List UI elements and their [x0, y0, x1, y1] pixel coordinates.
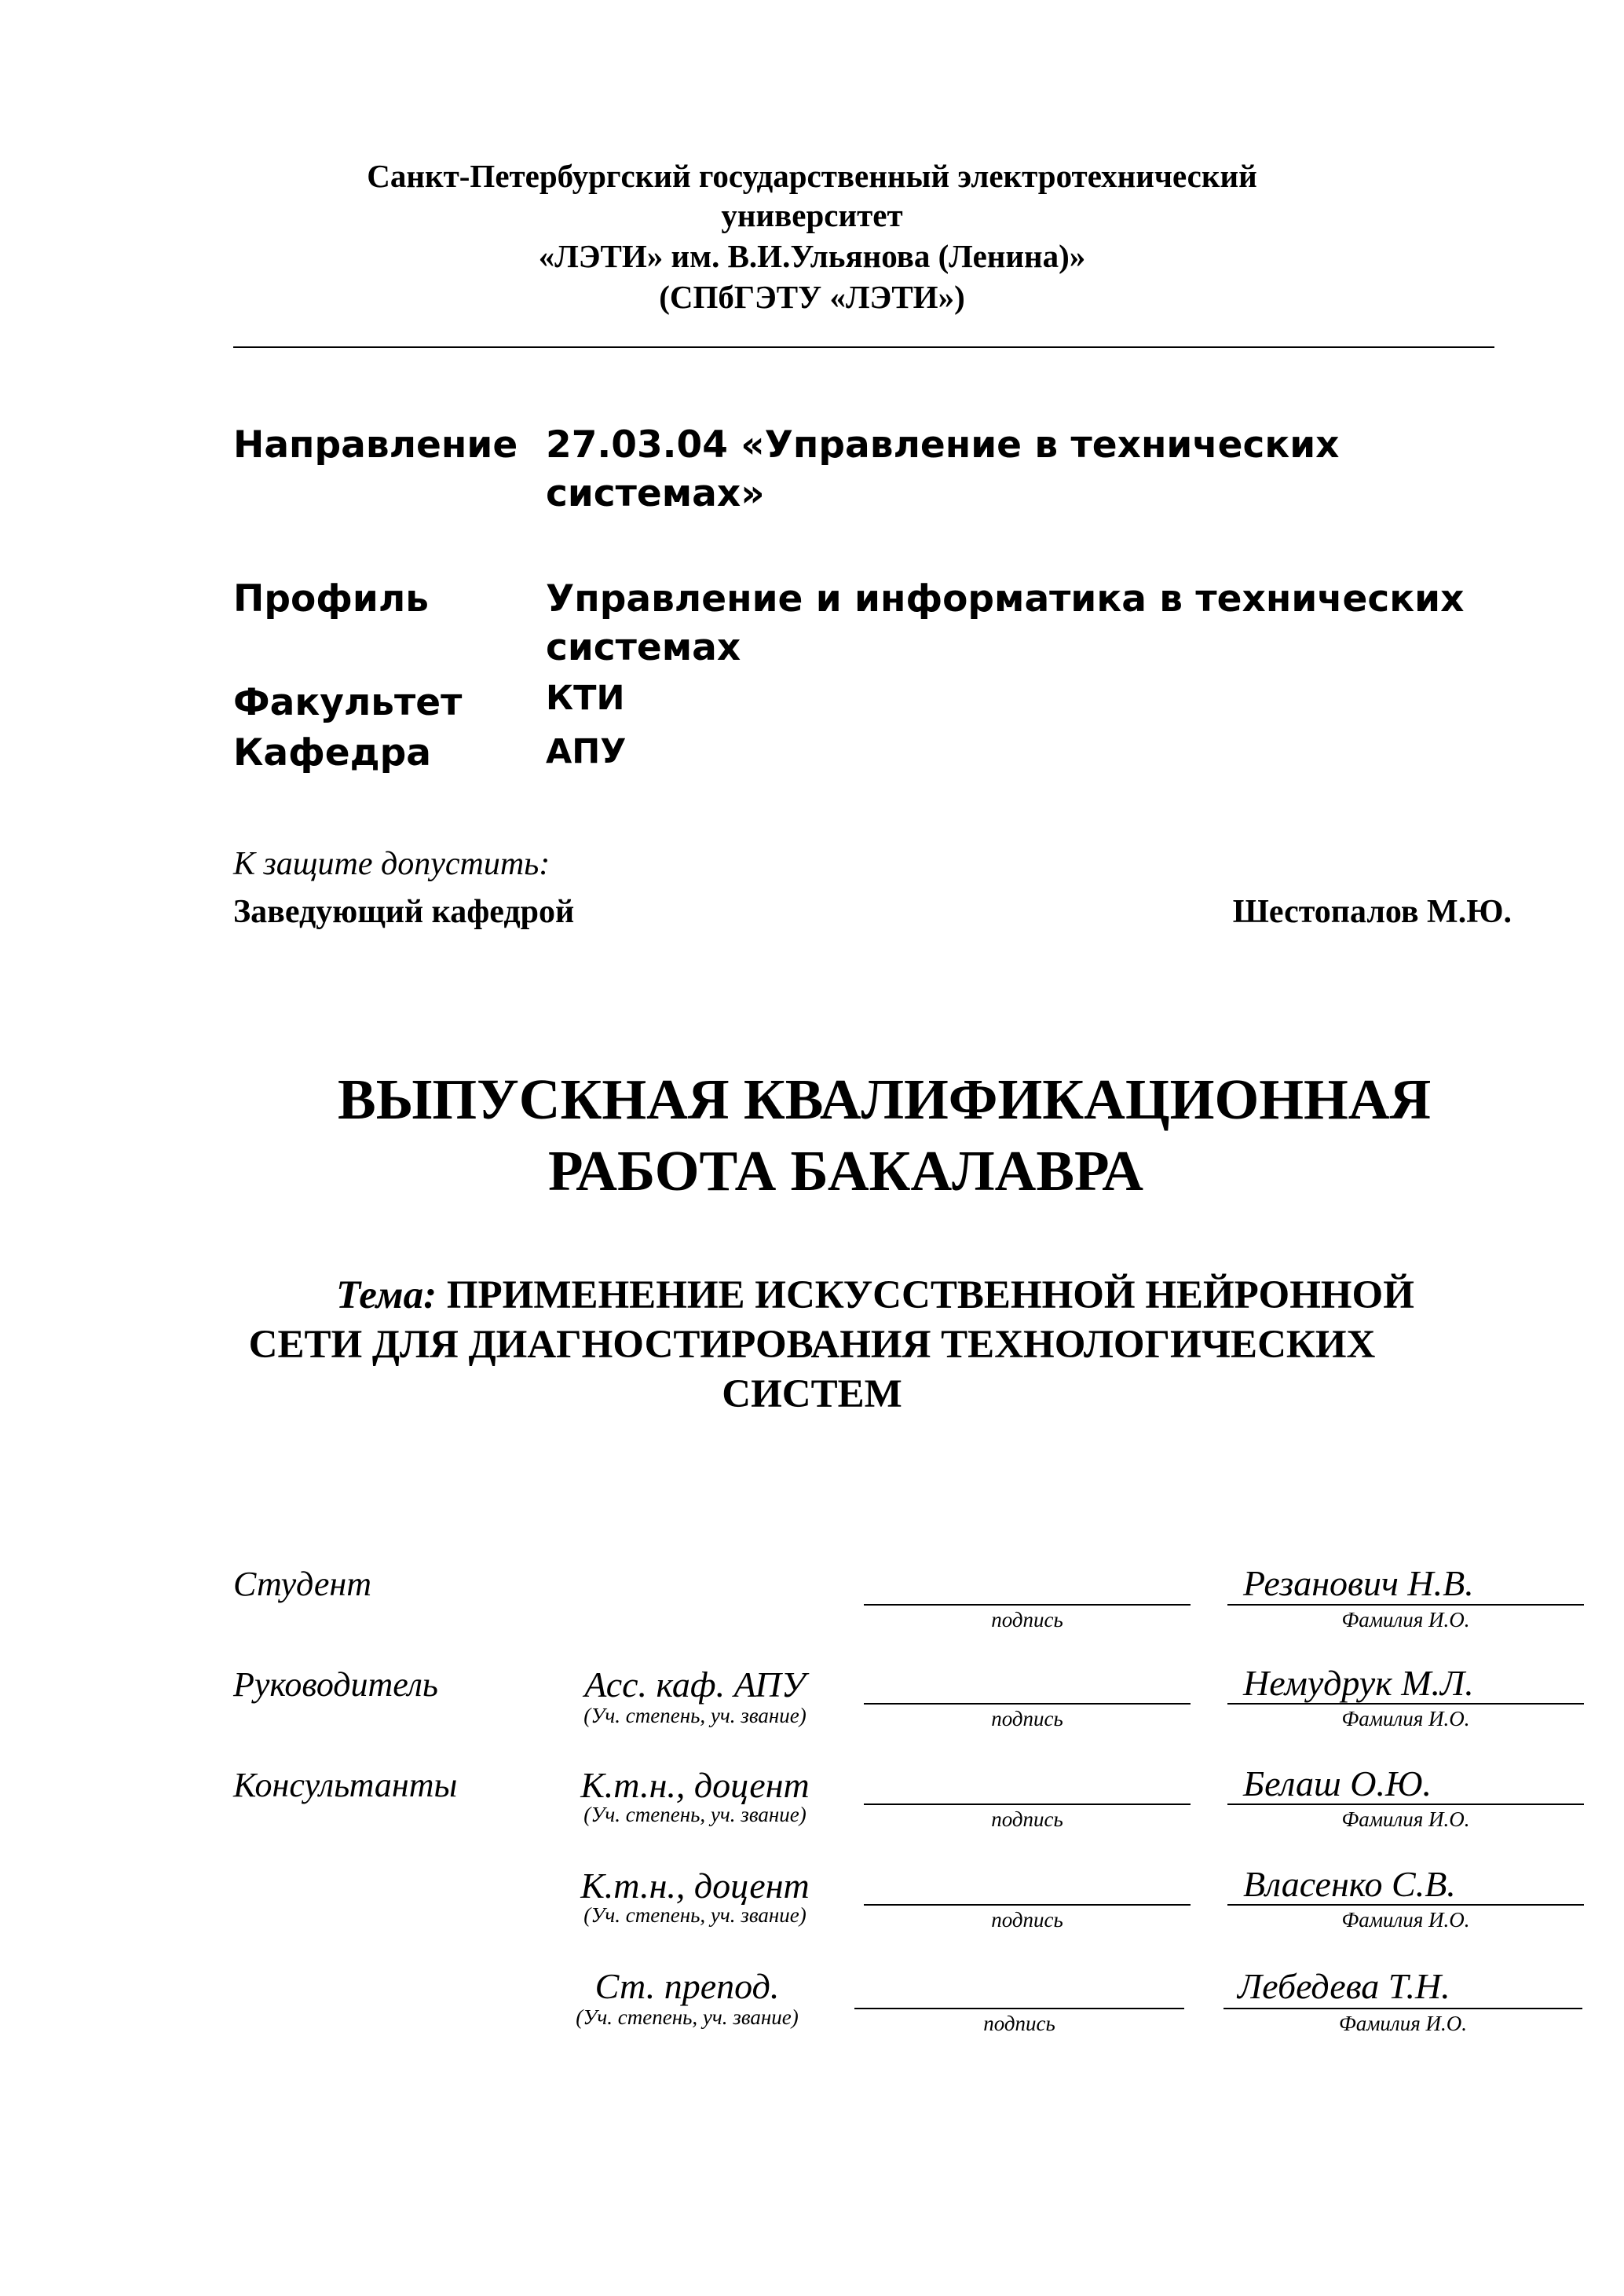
student-name-caption: Фамилия И.О. [1341, 1608, 1470, 1631]
department-label: Кафедра [233, 731, 431, 774]
student-name-line [1227, 1604, 1584, 1606]
header-divider [233, 346, 1494, 348]
consultant1-name: Белаш О.Ю. [1243, 1763, 1432, 1803]
supervisor-name: Немудрук М.Л. [1243, 1663, 1474, 1703]
consultant2-name-caption: Фамилия И.О. [1341, 1908, 1470, 1932]
consultant3-signature-caption: подпись [983, 2012, 1055, 2035]
consultant2-signature-caption: подпись [991, 1908, 1063, 1932]
university-abbreviation: (СПбГЭТУ «ЛЭТИ») [659, 279, 965, 315]
consultants-label: Консультанты [233, 1766, 458, 1804]
work-title-line1: ВЫПУСКНАЯ КВАЛИФИКАЦИОННАЯ [338, 1067, 1432, 1131]
consultant2-degree-caption: (Уч. степень, уч. звание) [583, 1903, 807, 1927]
supervisor-name-caption: Фамилия И.О. [1341, 1707, 1470, 1730]
student-signature-caption: подпись [991, 1608, 1063, 1631]
profile-value-line2: системах [546, 626, 741, 669]
student-name: Резанович Н.В. [1243, 1563, 1474, 1603]
university-name-line3: «ЛЭТИ» им. В.И.Ульянова (Ленина)» [538, 238, 1086, 274]
student-label: Студент [233, 1565, 371, 1603]
supervisor-degree: Асс. каф. АПУ [584, 1664, 806, 1705]
profile-label: Профиль [233, 577, 429, 621]
consultant1-signature-line [864, 1803, 1191, 1805]
profile-value-line1: Управление и информатика в технических [546, 577, 1465, 621]
faculty-label: Факультет [233, 681, 463, 724]
consultant2-name: Власенко С.В. [1243, 1864, 1456, 1904]
consultant2-degree: К.т.н., доцент [580, 1866, 810, 1906]
student-signature-line [864, 1604, 1191, 1606]
consultant2-signature-line [864, 1904, 1191, 1906]
direction-value-line1: 27.03.04 «Управление в технических [546, 423, 1340, 467]
theme-text-line1: ПРИМЕНЕНИЕ ИСКУССТВЕННОЙ НЕЙРОННОЙ [446, 1273, 1414, 1317]
head-of-department-label: Заведующий кафедрой [233, 894, 575, 930]
consultant3-name-caption: Фамилия И.О. [1338, 2012, 1467, 2035]
theme-line1 [336, 1271, 1414, 1320]
theme-text-line2: СЕТИ ДЛЯ ДИАГНОСТИРОВАНИЯ ТЕХНОЛОГИЧЕСКИХ [248, 1323, 1376, 1367]
supervisor-name-line [1227, 1703, 1584, 1705]
consultant3-name-line [1223, 2008, 1582, 2009]
direction-value-line2: системах» [546, 472, 765, 515]
consultant3-name: Лебедева Т.Н. [1238, 1966, 1450, 2006]
consultant1-degree: К.т.н., доцент [580, 1765, 810, 1805]
admit-label: К защите допустить: [233, 846, 550, 882]
supervisor-label: Руководитель [233, 1665, 438, 1704]
supervisor-degree-caption: (Уч. степень, уч. звание) [583, 1704, 807, 1727]
consultant1-degree-caption: (Уч. степень, уч. звание) [583, 1803, 807, 1826]
consultant1-signature-caption: подпись [991, 1807, 1063, 1831]
supervisor-signature-line [864, 1703, 1191, 1705]
supervisor-signature-caption: подпись [991, 1707, 1063, 1730]
consultant1-name-caption: Фамилия И.О. [1341, 1807, 1470, 1831]
consultant3-degree: Ст. препод. [594, 1966, 780, 2006]
consultant3-degree-caption: (Уч. степень, уч. звание) [576, 2005, 799, 2029]
consultant2-name-line [1227, 1904, 1584, 1906]
university-name-line1: Санкт-Петербургский государственный электротехнический [367, 158, 1257, 194]
consultant1-name-line [1227, 1803, 1584, 1805]
work-title-line2: РАБОТА БАКАЛАВРА [548, 1139, 1143, 1203]
department-value: АПУ [546, 732, 627, 771]
direction-label: Направление [233, 423, 518, 467]
faculty-value: КТИ [546, 679, 625, 718]
consultant3-signature-line [854, 2008, 1184, 2009]
theme-label: Тема: [336, 1273, 437, 1317]
theme-text-line3: СИСТЕМ [722, 1372, 902, 1416]
university-name-line2: университет [721, 197, 903, 233]
head-of-department-name: Шестопалов М.Ю. [1232, 894, 1512, 930]
